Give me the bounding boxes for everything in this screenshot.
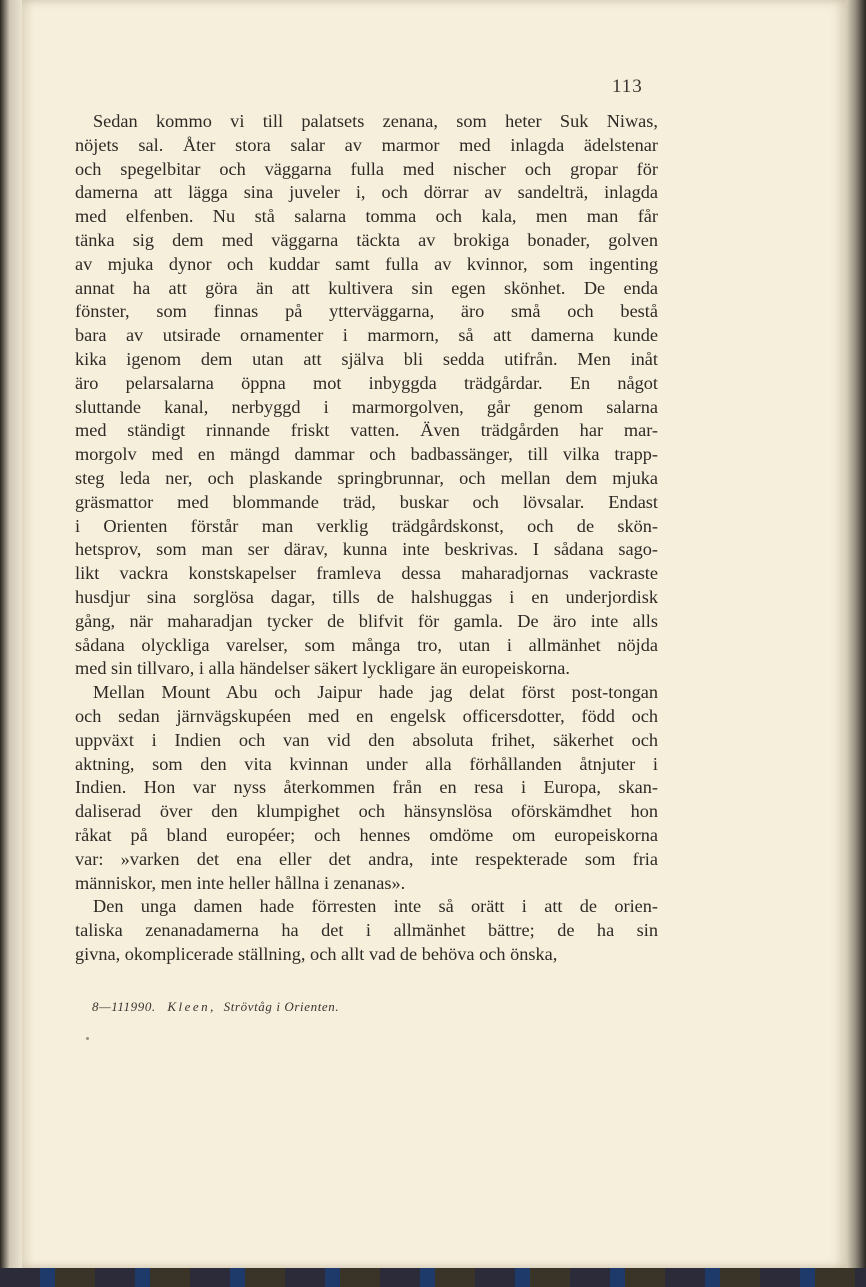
text-line: nöjets sal. Åter stora salar av marmor med inlagda ädelstenar: [75, 134, 658, 155]
text-line: kika igenom dem utan att själva bli sedda utifrån. Men inåt: [75, 348, 658, 369]
text-line: Mellan Mount Abu och Jaipur hade jag delat först post-tongan: [93, 682, 658, 703]
text-line: sådana olyckliga varelser, som många tro, utan i allmänhet nöjda: [75, 634, 658, 655]
text-line: givna, okomplicerade ställning, och allt vad de behöva och önska,: [75, 943, 558, 964]
text-line: steg leda ner, och plaskande springbrunnar, och mellan dem mjuka: [75, 467, 658, 488]
text-line: fönster, som finnas på ytterväggarna, äro små och bestå: [75, 301, 658, 322]
text-line: sluttande kanal, nerbyggd i marmorgolven, går genom salarna: [75, 396, 658, 417]
printer-signature: 8—111990.: [92, 999, 156, 1014]
text-line: med elfenben. Nu stå salarna tomma och kala, men man får: [75, 206, 658, 227]
text-line: och sedan järnvägskupéen med en engelsk officersdotter, född och: [75, 705, 658, 726]
text-line: annat ha att göra än att kultivera sin egen skönhet. De enda: [75, 277, 658, 298]
text-line: likt vackra konstskapelser framleva dessa maharadjornas vackraste: [75, 563, 658, 584]
text-line: morgolv med en mängd dammar och badbassänger, till vilka trapp-: [75, 444, 658, 465]
text-line: tänka sig dem med väggarna täckta av brokiga bonader, golven: [75, 229, 658, 250]
page-number: 113: [612, 76, 643, 97]
paper-speck: [86, 1037, 89, 1040]
text-line: aktning, som den vita kvinnan under alla förhållanden åtnjuter i: [75, 753, 658, 774]
footer-title: Strövtåg i Orienten.: [223, 999, 340, 1014]
text-line: gräsmattor med blommande träd, buskar och lövsalar. Endast: [75, 491, 658, 512]
text-line: hetsprov, som man ser därav, kunna inte beskrivas. I sådana sago-: [75, 539, 658, 560]
text-line: i Orienten förstår man verklig trädgårdskonst, och de skön-: [75, 515, 658, 536]
text-line: med sin tillvaro, i alla händelser säkert lyckligare än europeiskorna.: [75, 658, 570, 679]
text-line: med ständigt rinnande friskt vatten. Även trädgården har mar-: [75, 420, 658, 441]
text-line: uppväxt i Indien och van vid den absoluta frihet, säkerhet och: [75, 729, 658, 750]
text-line: bara av utsirade ornamenter i marmorn, så att damerna kunde: [75, 325, 658, 346]
text-line: var: »varken det ena eller det andra, inte respekterade som fria: [75, 848, 658, 869]
text-line: Sedan kommo vi till palatsets zenana, som heter Suk Niwas,: [93, 111, 658, 131]
text-line: gång, när maharadjan tycker de blifvit för gamla. De äro inte alls: [75, 610, 658, 631]
text-line: damerna att lägga sina juveler i, och dörrar av sandelträ, inlagda: [75, 182, 658, 203]
text-line: taliska zenanadamerna ha det i allmänhet bättre; de ha sin: [75, 920, 658, 941]
text-line: råkat på bland européer; och hennes omdöme om europeiskorna: [75, 824, 658, 845]
page-edge-right: [846, 0, 866, 1287]
background-strip-bottom: [0, 1268, 866, 1287]
text-line: daliserad över den klumpighet och hänsynslösa oförskämdhet hon: [75, 801, 658, 822]
text-line: Den unga damen hade förresten inte så orätt i att de orien-: [93, 896, 658, 917]
text-line: Indien. Hon var nyss återkommen från en resa i Europa, skan-: [75, 777, 658, 798]
text-line: av mjuka dynor och kuddar samt fulla av kvinnor, som ingenting: [75, 253, 658, 274]
text-line: husdjur sina sorglösa dagar, tills de halshuggas i en underjordisk: [75, 586, 658, 607]
text-line: äro pelarsalarna öppna mot inbyggda trädgårdar. En något: [75, 372, 658, 393]
footer-author: Kleen,: [167, 999, 216, 1014]
text-line: människor, men inte heller hållna i zenanas».: [75, 872, 406, 893]
book-binding-left: [0, 0, 24, 1287]
text-line: och spegelbitar och väggarna fulla med nischer och gropar för: [75, 158, 658, 179]
page-footer: [92, 999, 339, 1015]
body-text: [75, 110, 658, 967]
